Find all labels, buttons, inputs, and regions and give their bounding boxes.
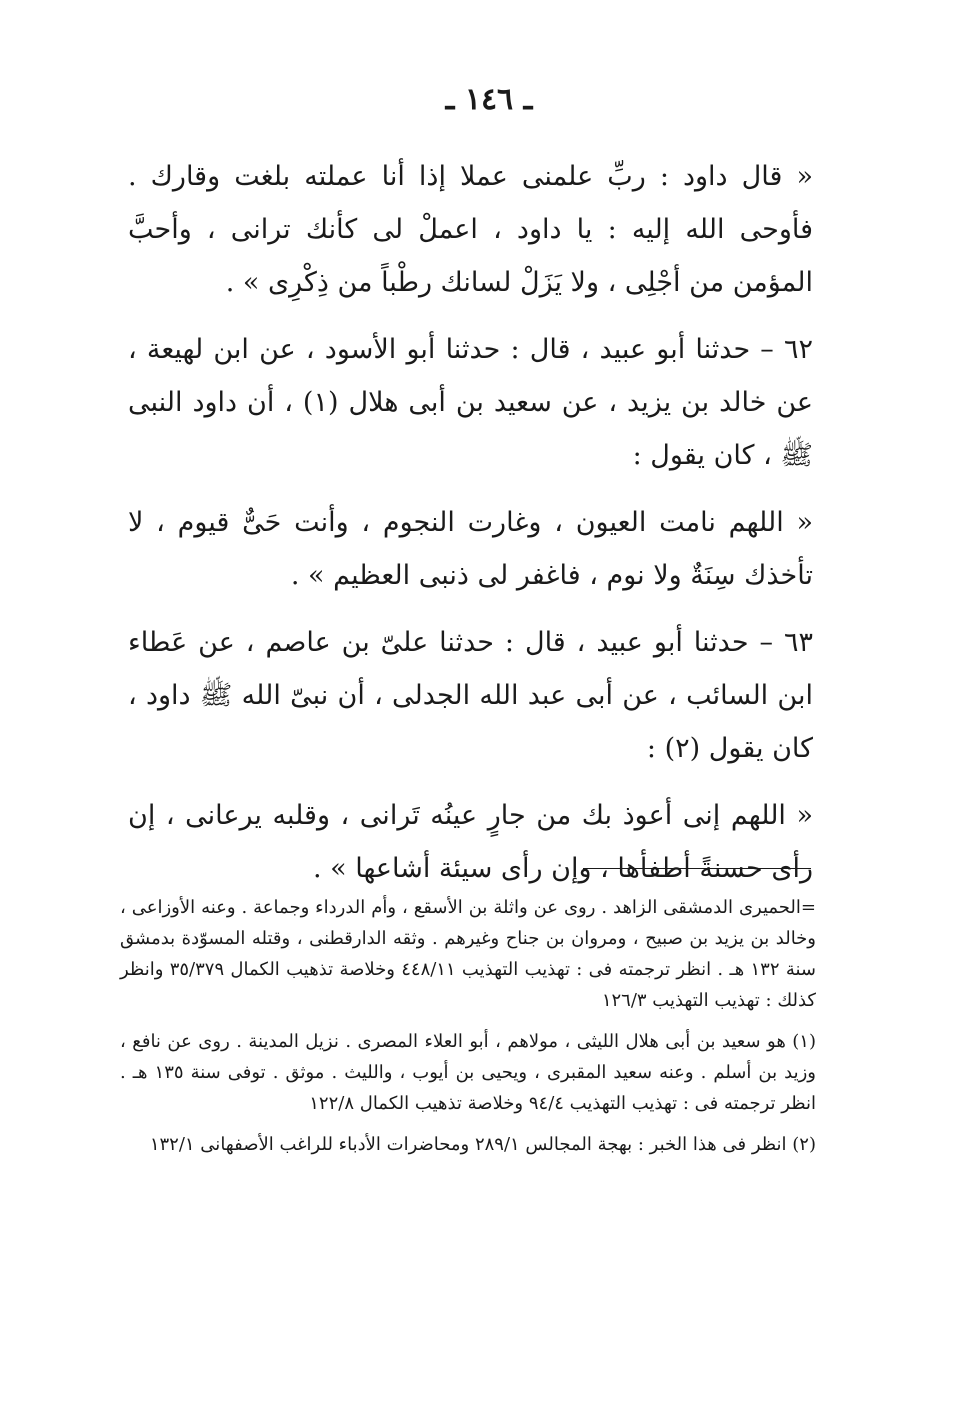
footnote-divider [583, 868, 811, 869]
quote-paragraph: « اللهم إنى أعوذ بك من جارٍ عينُه تَرانى ، وقلبه يرعانى ، إن رأى حسنةً أطفأها ، وإن رأى سيئة أشاعها » . [128, 800, 813, 884]
quote-paragraph: « قال داود : ربِّ علمنى عملا إذا أنا عملته بلغت وقارك . فأوحى الله إليه : يا داود ، اعملْ لى كأنك ترانى ، وأحبَّ المؤمن من أجْلِى ، ولا يَزَلْ لسانك رطْباً من ذِكْرِى » . [128, 161, 813, 298]
footnotes [120, 892, 816, 1170]
footnote-1: (١) هو سعيد بن أبى هلال الليثى ، مولاهم ، أبو العلاء المصرى . نزيل المدينة . روى عن نافع ، وزيد بن أسلم . وعنه سعيد المقبرى ، ويحيى بن أيوب ، والليث . موثق . توفى سنة ١٣٥ هـ . انظر ترجمته فى : تهذيب التهذيب ٩٤/٤ وخلاصة تذهيب الكمال ١٢٢/٨ [120, 1031, 817, 1114]
footnote-continuation: =الحميرى الدمشقى الزاهد . روى عن واثلة بن الأسقع ، وأم الدرداء وجماعة . وعنه الأوزاعى ، وخالد بن يزيد بن صبيح ، ومروان بن جناح وغيرهم . وثقه الدارقطنى ، وقتله المسوّدة بدمشق سنة ١٣٢ هـ . انظر ترجمته فى : تهذيب التهذيب ٤٤٨/١١ وخلاصة تذهيب الكمال ٣٥/٣٧٩ وانظر كذلك : تهذيب التهذيب ١٢٦/٣ [120, 897, 816, 1011]
quote-paragraph: « اللهم نامت العيون ، وغارت النجوم ، وأنت حَىٌّ قيوم ، لا تأخذك سِنَةٌ ولا نوم ، فاغفر لى ذنبى العظيم » . [128, 507, 813, 591]
hadith-63-paragraph: ٦٣ – حدثنا أبو عبيد ، قال : حدثنا علىّ بن عاصم ، عن عَطاء ابن السائب ، عن أبى عبد الله الجدلى ، أن نبىّ الله ﷺ داود ، كان يقول (٢) : [128, 627, 813, 764]
main-text [128, 150, 813, 909]
footnote-2: (٢) انظر فى هذا الخبر : بهجة المجالس ٢٨٩/١ ومحاضرات الأدباء للراغب الأصفهانى ١٣٢/١ [149, 1134, 816, 1155]
page-number: ـ ١٤٦ ـ [445, 82, 533, 117]
hadith-62-paragraph: ٦٢ – حدثنا أبو عبيد ، قال : حدثنا أبو الأسود ، عن ابن لهيعة ، عن خالد بن يزيد ، عن سعيد بن أبى هلال (١) ، أن داود النبى ﷺ ، كان يقول : [128, 334, 813, 471]
